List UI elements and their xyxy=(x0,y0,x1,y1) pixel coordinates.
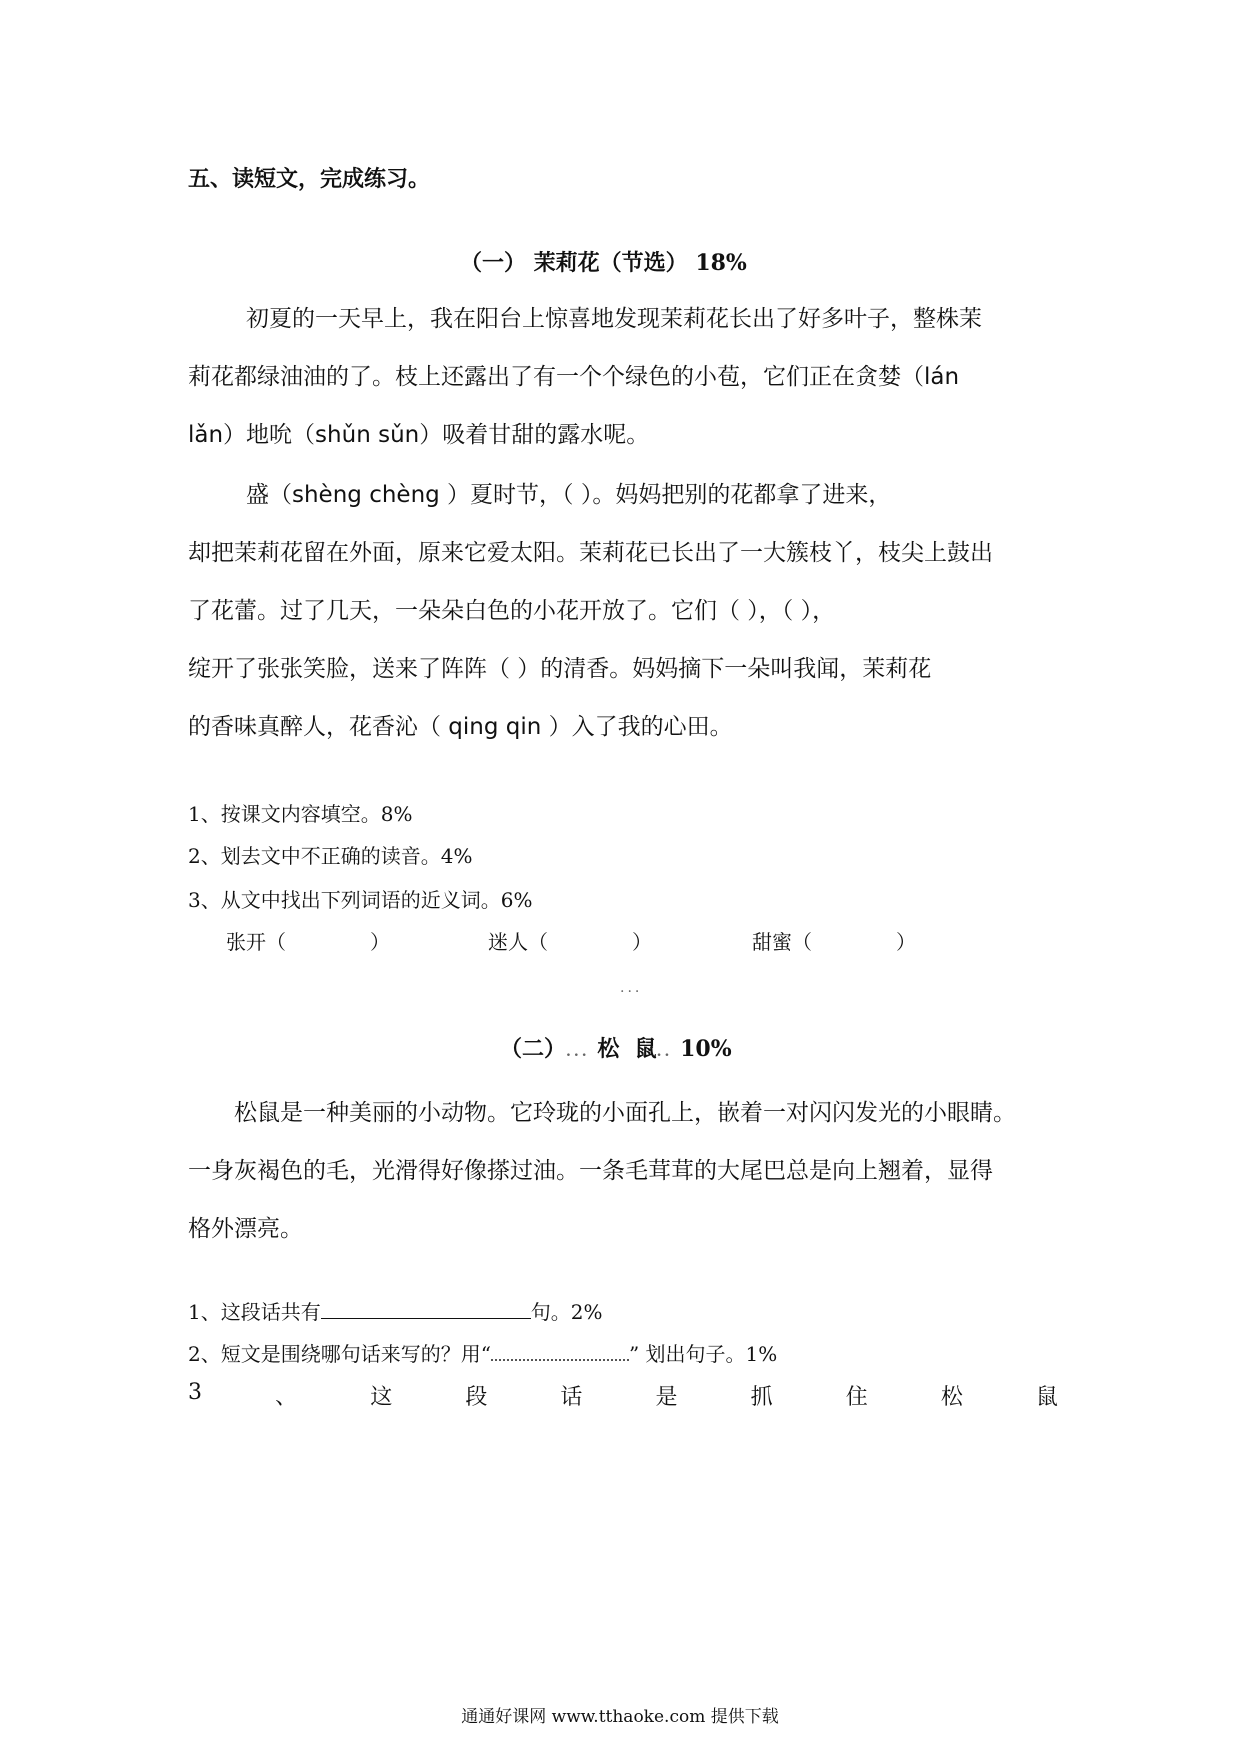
passage2-line-1: 松鼠是一种美丽的小动物。它玲珑的小面孔上，嵌着一对闪闪发光的小眼睛。 xyxy=(234,1100,1016,1126)
passage1-line-5: 却把茉莉花留在外面，原来它爱太阳。茉莉花已长出了一大簇枝丫，枝尖上鼓出 xyxy=(188,540,993,566)
passage2-title: （二）... 松 鼠.. 10% xyxy=(500,1036,732,1062)
passage1-title: （一） 茉莉花（节选） 18% xyxy=(460,250,747,276)
separator-dots: ... xyxy=(620,980,643,996)
passage1-line-4: 盛（shèng chèng ）夏时节，（ ）。妈妈把别的花都拿了进来， xyxy=(246,482,892,508)
passage2-line-2: 一身灰褐色的毛，光滑得好像搽过油。一条毛茸茸的大尾巴总是向上翘着，显得 xyxy=(188,1158,993,1184)
passage2-line-3: 格外漂亮。 xyxy=(188,1216,303,1242)
question-3: 3、从文中找出下列词语的近义词。6% xyxy=(188,888,533,912)
passage1-line-8: 的香味真醉人，花香沁（ qing qin ）入了我的心田。 xyxy=(188,714,733,740)
answer-blank[interactable] xyxy=(321,1300,531,1319)
question-1: 1、按课文内容填空。8% xyxy=(188,802,413,826)
passage2-question-2: 2、短文是围绕哪句话来写的？用“ ” 划出句子。1% xyxy=(188,1342,778,1366)
passage1-line-1: 初夏的一天早上，我在阳台上惊喜地发现茉莉花长出了好多叶子，整株茉 xyxy=(246,306,982,332)
passage1-line-6: 了花蕾。过了几天，一朵朵白色的小花开放了。它们（ ），（ ）， xyxy=(188,598,836,624)
passage1-line-2: 莉花都绿油油的了。枝上还露出了有一个个绿色的小苞，它们正在贪婪（lán xyxy=(188,364,960,390)
passage2-question-1: 1、这段话共有 句。2% xyxy=(188,1300,603,1324)
section-title: 五、读短文，完成练习。 xyxy=(188,166,431,192)
synonym-item: 迷人（ ） xyxy=(488,930,652,954)
wavy-underline-sample xyxy=(491,1345,629,1361)
question-2: 2、划去文中不正确的读音。4% xyxy=(188,844,473,868)
passage1-line-7: 绽开了张张笑脸，送来了阵阵（ ）的清香。妈妈摘下一朵叫我闻，茉莉花 xyxy=(188,656,932,682)
synonym-item: 张开（ ） xyxy=(226,930,390,954)
page-footer: 通通好课网 www.tthaoke.com 提供下载 xyxy=(461,1707,779,1727)
passage2-question-3: 3 、 这 段 话 是 抓 住 松 鼠 xyxy=(188,1380,1058,1410)
passage1-line-3: lǎn）地吮（shǔn sǔn）吸着甘甜的露水呢。 xyxy=(188,422,650,448)
synonym-item: 甜蜜（ ） xyxy=(752,930,916,954)
